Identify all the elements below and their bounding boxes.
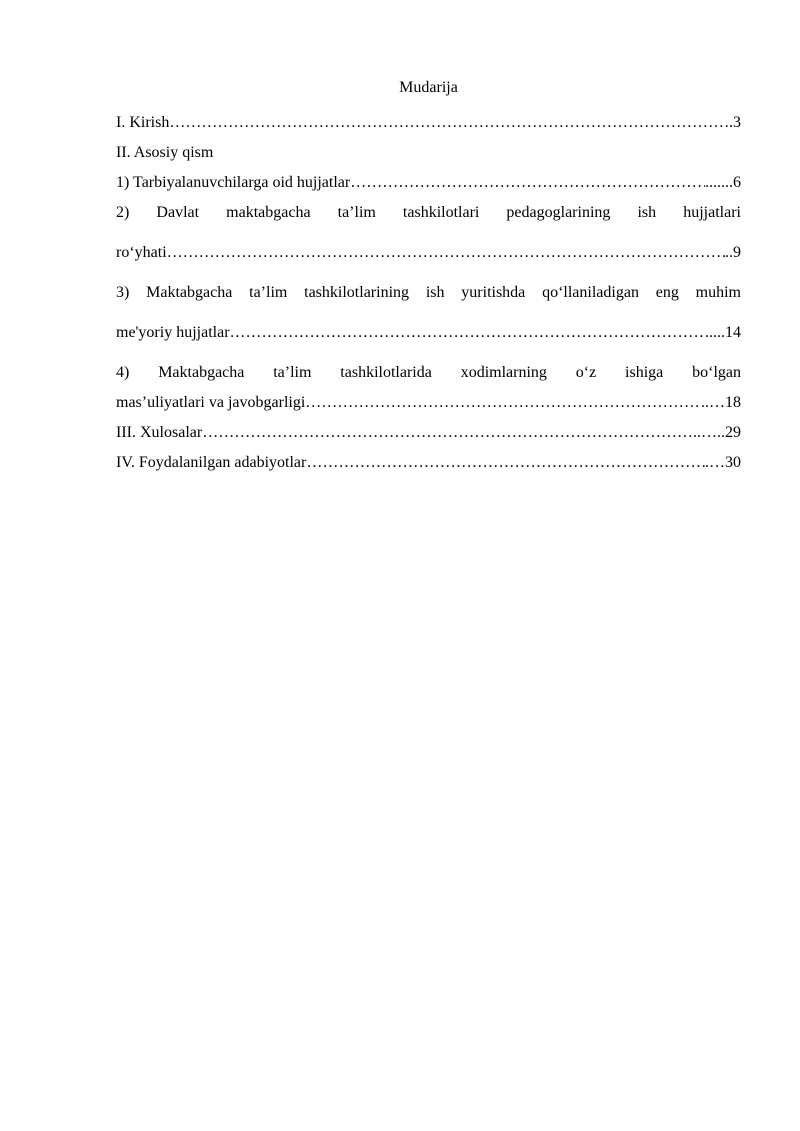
toc-entry-text: I. Kirish	[116, 114, 170, 131]
toc-entry-section-4	[116, 358, 741, 418]
toc-entry-text-line-2	[116, 238, 741, 268]
toc-page-number: .......6	[705, 174, 741, 191]
dot-leader	[202, 418, 693, 448]
dot-leader	[350, 168, 705, 198]
toc-entry-text-line-1: 3) Maktabgacha ta’lim tashkilotlarining ish yuritishda qo‘llaniladigan eng muhim	[116, 284, 741, 301]
toc-page-number: .3	[729, 114, 741, 131]
toc-entry-main-part	[116, 138, 741, 168]
table-of-contents	[116, 76, 741, 478]
toc-title: Mudarija	[399, 79, 458, 96]
toc-entry-section-2	[116, 198, 741, 268]
dot-leader	[167, 238, 725, 268]
toc-entry-text: III. Xulosalar	[116, 424, 203, 441]
toc-entry-section-3	[116, 278, 741, 348]
toc-page-number: ..9	[725, 244, 741, 261]
toc-entry-text: roʻyhati	[116, 244, 167, 261]
toc-entry-section-1	[116, 168, 741, 198]
dot-leader	[305, 388, 701, 418]
toc-entry-text: mas’uliyatlari va javobgarligi	[116, 394, 306, 411]
toc-entry-text: me'yoriy hujjatlar	[116, 324, 230, 341]
toc-page-number: .…30	[705, 454, 741, 471]
toc-page-number: ..…18	[701, 394, 741, 411]
toc-entry-text-line-2	[116, 318, 741, 348]
toc-entry-conclusions	[116, 418, 741, 448]
toc-page-number: .....14	[705, 324, 741, 341]
toc-entry-introduction	[116, 108, 741, 138]
toc-entry-text: II. Asosiy qism	[116, 144, 214, 161]
toc-entry-references	[116, 448, 741, 478]
dot-leader	[230, 318, 705, 348]
toc-entry-text-line-2	[116, 388, 741, 418]
toc-entry-text: 1) Tarbiyalanuvchilarga oid hujjatlar	[116, 174, 351, 191]
dot-leader	[306, 448, 705, 478]
toc-entry-text: IV. Foydalanilgan adabiyotlar	[116, 454, 307, 471]
dot-leader	[169, 108, 729, 138]
toc-entry-text-line-1: 4) Maktabgacha ta’lim tashkilotlarida xodimlarning o‘z ishiga bo‘lgan	[116, 364, 741, 381]
toc-entry-text-line-1: 2) Davlat maktabgacha ta’lim tashkilotlari pedagoglarining ish hujjatlari	[116, 204, 741, 221]
toc-page-number: ..…..29	[693, 424, 741, 441]
